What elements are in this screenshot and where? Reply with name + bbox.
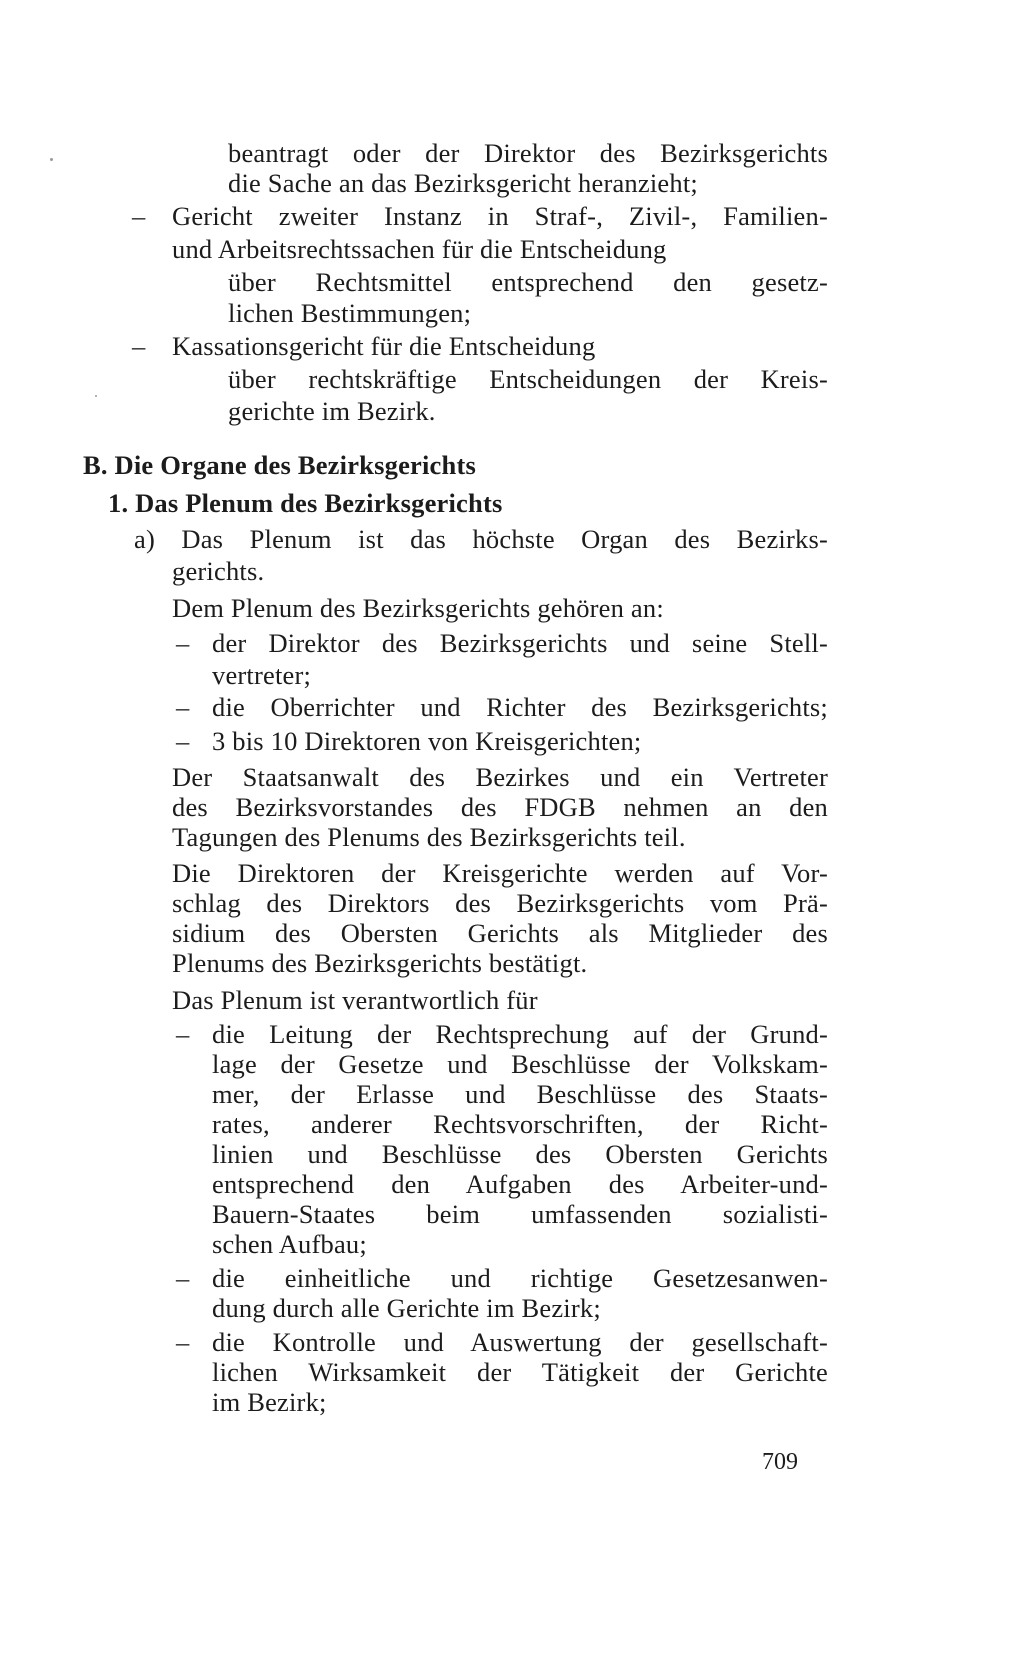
text-line: Der Staatsanwalt des Bezirkes und ein Vertreter bbox=[172, 762, 828, 792]
scan-speck bbox=[50, 158, 53, 161]
text-line: gerichte im Bezirk. bbox=[228, 396, 436, 426]
text-line: und Arbeitsrechtssachen für die Entscheidung bbox=[172, 234, 667, 264]
text-line: im Bezirk; bbox=[212, 1387, 327, 1417]
page-number: 709 bbox=[762, 1449, 798, 1475]
list-dash: – bbox=[176, 1327, 190, 1357]
text-line: Tagungen des Plenums des Bezirksgerichts teil. bbox=[172, 822, 686, 852]
text-line: des Bezirksvorstandes des FDGB nehmen an den bbox=[172, 792, 828, 822]
text-line: gerichts. bbox=[172, 556, 265, 586]
list-dash: – bbox=[176, 1263, 190, 1293]
text-line: die einheitliche und richtige Gesetzesanwen- bbox=[212, 1263, 828, 1293]
text-line: entsprechend den Aufgaben des Arbeiter-und- bbox=[212, 1169, 828, 1199]
list-dash: – bbox=[132, 331, 146, 361]
text-line: der Direktor des Bezirksgerichts und seine Stell- bbox=[212, 628, 828, 658]
subsection-heading: 1. Das Plenum des Bezirksgerichts bbox=[108, 488, 503, 518]
text-line: die Leitung der Rechtsprechung auf der Grund- bbox=[212, 1019, 828, 1049]
list-dash: – bbox=[176, 726, 190, 756]
text-line: über rechtskräftige Entscheidungen der Kreis- bbox=[228, 364, 828, 394]
text-line: a) Das Plenum ist das höchste Organ des Bezirks- bbox=[134, 524, 828, 554]
text-line: mer, der Erlasse und Beschlüsse des Staats- bbox=[212, 1079, 828, 1109]
text-line: lichen Bestimmungen; bbox=[228, 298, 472, 328]
text-line: die Kontrolle und Auswertung der gesellschaft- bbox=[212, 1327, 828, 1357]
text-line: Gericht zweiter Instanz in Straf-, Zivil-, Familien- bbox=[172, 201, 828, 231]
scan-speck bbox=[95, 395, 97, 397]
text-line: rates, anderer Rechtsvorschriften, der Richt- bbox=[212, 1109, 828, 1139]
text-line: beantragt oder der Direktor des Bezirksgerichts bbox=[228, 138, 828, 168]
section-heading: B. Die Organe des Bezirksgerichts bbox=[83, 450, 476, 480]
text-line: dung durch alle Gerichte im Bezirk; bbox=[212, 1293, 601, 1323]
text-line: Kassationsgericht für die Entscheidung bbox=[172, 331, 596, 361]
text-line: sidium des Obersten Gerichts als Mitglieder des bbox=[172, 918, 828, 948]
text-line: vertreter; bbox=[212, 660, 312, 690]
list-dash: – bbox=[132, 201, 146, 231]
text-line: über Rechtsmittel entsprechend den gesetz- bbox=[228, 267, 828, 297]
text-line: Die Direktoren der Kreisgerichte werden auf Vor- bbox=[172, 858, 828, 888]
text-line: Das Plenum ist verantwortlich für bbox=[172, 985, 538, 1015]
list-dash: – bbox=[176, 692, 190, 722]
text-line: Dem Plenum des Bezirksgerichts gehören an: bbox=[172, 593, 664, 623]
text-line: lage der Gesetze und Beschlüsse der Volkskam- bbox=[212, 1049, 828, 1079]
text-line: schen Aufbau; bbox=[212, 1229, 367, 1259]
text-line: lichen Wirksamkeit der Tätigkeit der Gerichte bbox=[212, 1357, 828, 1387]
list-dash: – bbox=[176, 1019, 190, 1049]
text-line: Bauern-Staates beim umfassenden sozialisti- bbox=[212, 1199, 828, 1229]
text-line: linien und Beschlüsse des Obersten Gerichts bbox=[212, 1139, 828, 1169]
text-line: die Oberrichter und Richter des Bezirksgerichts; bbox=[212, 692, 828, 722]
text-line: die Sache an das Bezirksgericht heranzieht; bbox=[228, 168, 698, 198]
text-line: schlag des Direktors des Bezirksgerichts vom Prä- bbox=[172, 888, 828, 918]
text-line: Plenums des Bezirksgerichts bestätigt. bbox=[172, 948, 588, 978]
text-line: 3 bis 10 Direktoren von Kreisgerichten; bbox=[212, 726, 642, 756]
list-dash: – bbox=[176, 628, 190, 658]
